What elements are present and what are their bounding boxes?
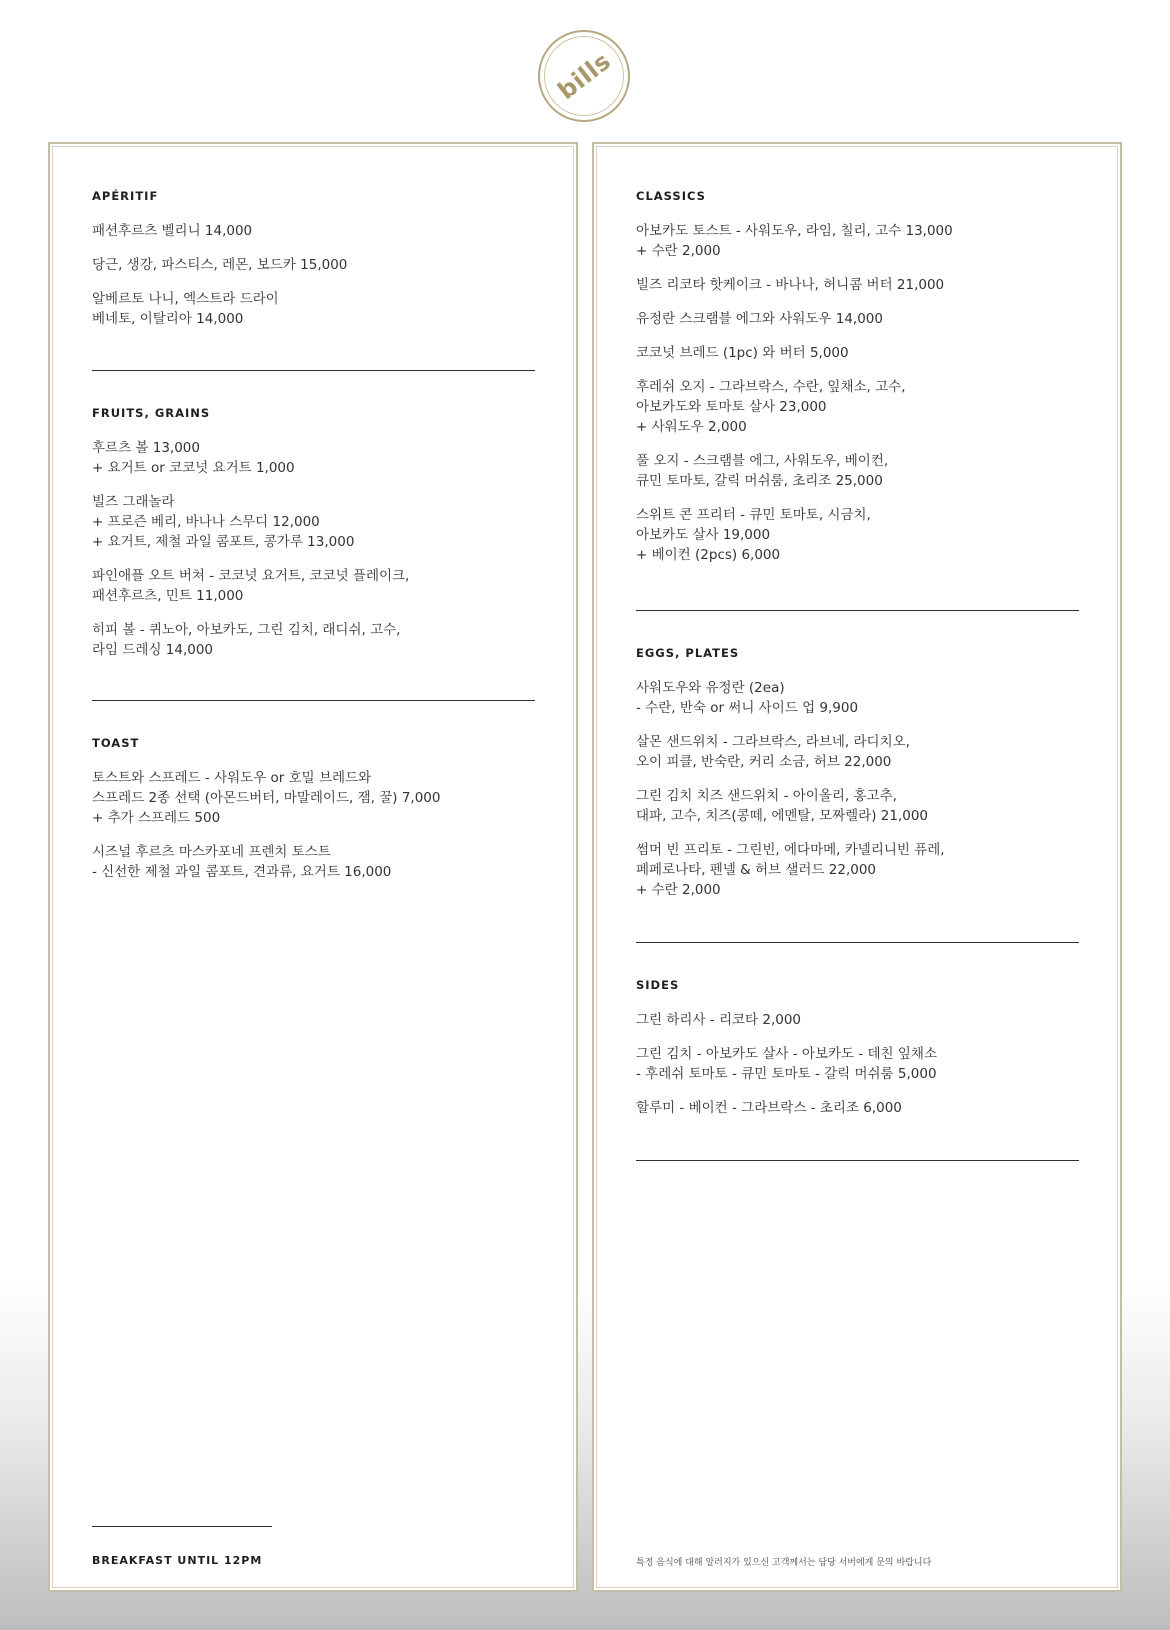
menu-item <box>636 1044 1078 1084</box>
section-title: CLASSICS <box>636 189 706 203</box>
section-title: FRUITS, GRAINS <box>92 406 211 420</box>
menu-item <box>636 786 1078 826</box>
menu-item <box>636 1010 1078 1030</box>
footer-divider <box>92 1526 272 1527</box>
section-title: EGGS, PLATES <box>636 646 740 660</box>
menu-item-line: 빌즈 리코타 핫케이크 - 바나나, 허니콤 버터 21,000 <box>636 277 945 293</box>
section-aperitif <box>92 189 534 343</box>
menu-item <box>92 438 534 478</box>
menu-item <box>636 221 1078 261</box>
menu-item-line: 페페로나타, 펜넬 & 허브 샐러드 22,000 <box>636 862 877 878</box>
menu-item <box>636 505 1078 565</box>
menu-item-line: 토스트와 스프레드 - 사워도우 or 호밀 브레드와 <box>92 770 372 786</box>
section-divider <box>636 610 1079 611</box>
menu-item-line: 코코넛 브레드 (1pc) 와 버터 5,000 <box>636 345 849 361</box>
menu-item-line: 베네토, 이탈리아 14,000 <box>92 311 244 327</box>
menu-item-line: 유정란 스크램블 에그와 사워도우 14,000 <box>636 311 883 327</box>
menu-item <box>92 768 534 828</box>
menu-item-line: 그린 김치 치즈 샌드위치 - 아이올리, 홍고추, <box>636 788 897 804</box>
menu-item <box>92 289 534 329</box>
section-divider <box>636 1160 1079 1161</box>
menu-item-line: 후레쉬 오지 - 그라브락스, 수란, 잎채소, 고수, <box>636 379 906 395</box>
menu-item-line: 그린 김치 - 아보카도 살사 - 아보카도 - 데친 잎채소 <box>636 1046 938 1062</box>
section-eggs-plates <box>636 646 1078 914</box>
menu-item-line: + 프로즌 베리, 바나나 스무디 12,000 <box>92 514 320 530</box>
logo-text: bills <box>552 46 616 106</box>
menu-item <box>636 309 1078 329</box>
menu-item-line: - 수란, 반숙 or 써니 사이드 업 9,900 <box>636 700 859 716</box>
menu-item-line: 패션후르츠 벨리니 14,000 <box>92 223 253 239</box>
section-divider <box>92 700 535 701</box>
menu-item-line: 썸머 빈 프리토 - 그린빈, 에다마메, 카넬리니빈 퓨레, <box>636 842 945 858</box>
menu-item-line: + 수란 2,000 <box>636 882 721 898</box>
menu-item <box>636 1098 1078 1118</box>
menu-item <box>92 221 534 241</box>
menu-item <box>92 255 534 275</box>
menu-item <box>636 678 1078 718</box>
section-classics <box>636 189 1078 579</box>
menu-item <box>92 842 534 882</box>
menu-item <box>636 275 1078 295</box>
menu-item <box>636 377 1078 437</box>
section-fruits-grains <box>92 406 534 674</box>
allergy-note: 특정 음식에 대해 알러지가 있으신 고객께서는 담당 서버에게 문의 바랍니다 <box>636 1558 932 1568</box>
menu-panel-left <box>48 142 578 1592</box>
menu-item <box>92 620 534 660</box>
menu-item-line: 패션후르츠, 민트 11,000 <box>92 588 244 604</box>
menu-item-line: 대파, 고수, 치즈(콩떼, 에멘탈, 모짜렐라) 21,000 <box>636 808 929 824</box>
menu-item-line: 아보카도와 토마토 살사 23,000 <box>636 399 827 415</box>
menu-item-line: 오이 피클, 반숙란, 커리 소금, 허브 22,000 <box>636 754 892 770</box>
section-title: APÉRITIF <box>92 189 159 203</box>
menu-item-line: 큐민 토마토, 갈릭 머쉬룸, 초리조 25,000 <box>636 473 883 489</box>
bills-logo <box>538 30 630 122</box>
menu-item-line: 스프레드 2종 선택 (아몬드버터, 마말레이드, 잼, 꿀) 7,000 <box>92 790 441 806</box>
section-toast <box>92 736 534 896</box>
menu-item-line: 라임 드레싱 14,000 <box>92 642 214 658</box>
menu-item-line: 할루미 - 베이컨 - 그라브락스 - 초리조 6,000 <box>636 1100 902 1116</box>
section-title: SIDES <box>636 978 680 992</box>
menu-item <box>92 566 534 606</box>
menu-item-line: 빌즈 그래놀라 <box>92 494 175 510</box>
menu-item-line: 스위트 콘 프리터 - 큐민 토마토, 시금치, <box>636 507 871 523</box>
menu-item-line: 그린 하리사 - 리코타 2,000 <box>636 1012 802 1028</box>
menu-panel-right <box>592 142 1122 1592</box>
menu-item-line: 사워도우와 유정란 (2ea) <box>636 680 785 696</box>
menu-item-line: 풀 오지 - 스크램블 에그, 사워도우, 베이컨, <box>636 453 889 469</box>
menu-item <box>636 451 1078 491</box>
menu-item-line: 파인애플 오트 버쳐 - 코코넛 요거트, 코코넛 플레이크, <box>92 568 410 584</box>
menu-item-line: + 베이컨 (2pcs) 6,000 <box>636 547 781 563</box>
menu-item-line: + 사워도우 2,000 <box>636 419 747 435</box>
menu-item-line: + 요거트 or 코코넛 요거트 1,000 <box>92 460 295 476</box>
section-title: TOAST <box>92 736 140 750</box>
menu-item-line: 히피 볼 - 퀴노아, 아보카도, 그린 김치, 래디쉬, 고수, <box>92 622 401 638</box>
menu-item-line: 알베르토 나니, 엑스트라 드라이 <box>92 291 279 307</box>
menu-item <box>636 343 1078 363</box>
menu-item-line: - 신선한 제철 과일 콤포트, 견과류, 요거트 16,000 <box>92 864 392 880</box>
breakfast-hours: BREAKFAST UNTIL 12PM <box>92 1554 263 1567</box>
menu-item-line: 후르츠 볼 13,000 <box>92 440 200 456</box>
menu-item-line: 아보카도 토스트 - 사워도우, 라임, 칠리, 고수 13,000 <box>636 223 953 239</box>
section-divider <box>636 942 1079 943</box>
menu-item-line: + 추가 스프레드 500 <box>92 810 221 826</box>
menu-item-line: 아보카도 살사 19,000 <box>636 527 771 543</box>
section-divider <box>92 370 535 371</box>
menu-item-line: + 수란 2,000 <box>636 243 721 259</box>
menu-item-line: 시즈널 후르츠 마스카포네 프렌치 토스트 <box>92 844 331 860</box>
menu-item <box>636 840 1078 900</box>
menu-item <box>92 492 534 552</box>
section-sides <box>636 978 1078 1132</box>
menu-item <box>636 732 1078 772</box>
menu-item-line: 살몬 샌드위치 - 그라브락스, 라브네, 라디치오, <box>636 734 910 750</box>
menu-item-line: 당근, 생강, 파스티스, 레몬, 보드카 15,000 <box>92 257 348 273</box>
menu-item-line: + 요거트, 제철 과일 콤포트, 콩가루 13,000 <box>92 534 355 550</box>
menu-item-line: - 후레쉬 토마토 - 큐민 토마토 - 갈릭 머쉬룸 5,000 <box>636 1066 937 1082</box>
